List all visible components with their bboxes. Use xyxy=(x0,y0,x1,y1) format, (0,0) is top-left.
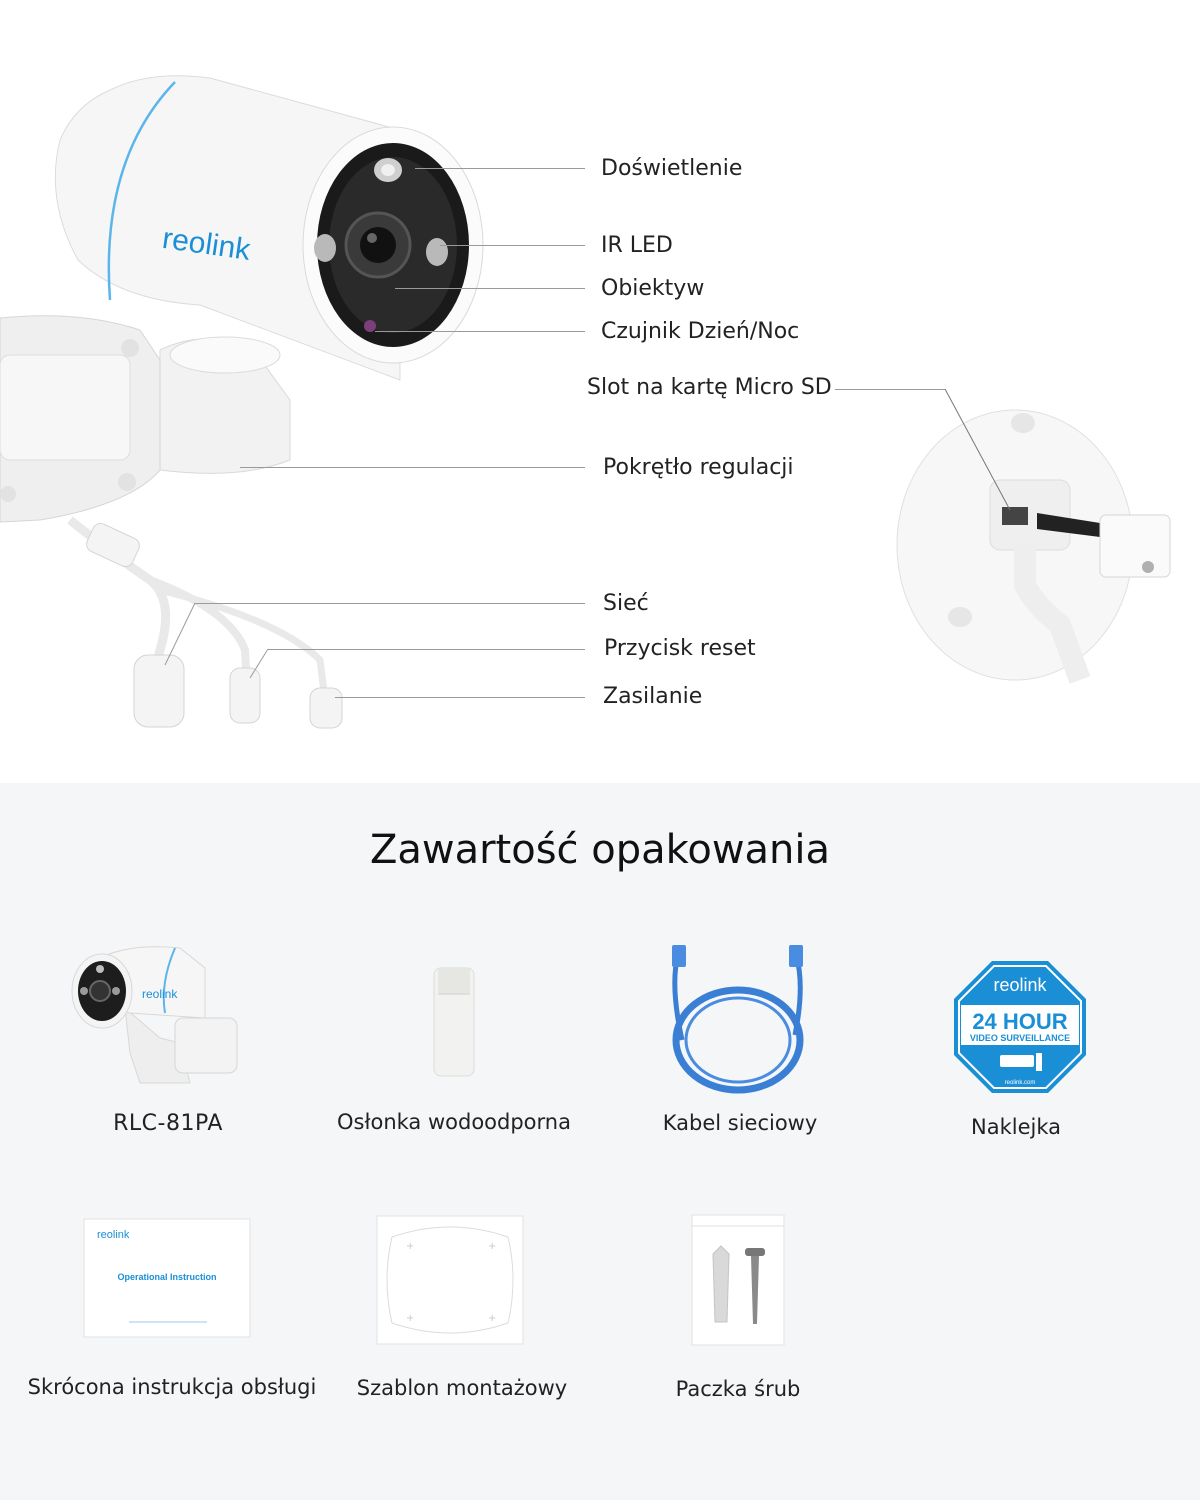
manual-title: Operational Instruction xyxy=(117,1272,217,1282)
svg-text:+: + xyxy=(406,1241,415,1252)
network-cable-icon xyxy=(660,945,820,1095)
section-title: Zawartość opakowania xyxy=(369,827,831,873)
package-contents-section xyxy=(0,783,1200,1500)
sticker-line1: 24 HOUR xyxy=(972,1009,1068,1034)
manual-icon xyxy=(83,1218,253,1338)
manual-brand: reolink xyxy=(97,1229,130,1241)
item-label-sticker: Naklejka xyxy=(971,1115,1061,1139)
callout-lens: Obiektyw xyxy=(601,276,705,301)
camera-icon-logo: reolink xyxy=(142,987,178,1001)
waterproof-cover-icon xyxy=(424,963,484,1078)
brand-logo: reolink xyxy=(160,221,253,267)
callout-power: Zasilanie xyxy=(603,684,703,709)
mounting-template-icon xyxy=(376,1215,524,1345)
callout-adjustment-knob: Pokrętło regulacji xyxy=(603,455,794,480)
item-label-mounting-template: Szablon montażowy xyxy=(356,1376,568,1400)
svg-text:+: + xyxy=(488,1313,497,1324)
callout-micro-sd-slot: Slot na kartę Micro SD xyxy=(587,375,832,400)
callout-day-night-sensor: Czujnik Dzień/Noc xyxy=(601,319,800,344)
callout-ir-led: IR LED xyxy=(601,233,673,258)
sticker-line2: VIDEO SURVEILLANCE xyxy=(969,1033,1071,1043)
item-label-screw-pack: Paczka śrub xyxy=(675,1377,801,1401)
camera-icon xyxy=(70,943,250,1088)
svg-text:+: + xyxy=(488,1241,497,1252)
item-label-waterproof-cover: Osłonka wodoodporna xyxy=(337,1110,571,1134)
screw-pack-icon xyxy=(691,1214,785,1346)
sticker-icon xyxy=(954,961,1086,1093)
sticker-brand: reolink xyxy=(993,975,1047,995)
callout-floodlight: Doświetlenie xyxy=(601,156,743,181)
callout-network: Sieć xyxy=(603,591,649,616)
item-label-camera: RLC-81PA xyxy=(113,1111,223,1136)
svg-text:+: + xyxy=(406,1313,415,1324)
item-label-manual: Skrócona instrukcja obsługi xyxy=(27,1375,317,1399)
item-label-network-cable: Kabel sieciowy xyxy=(662,1111,818,1135)
callout-reset-button: Przycisk reset xyxy=(604,636,756,661)
sticker-site: reolink.com xyxy=(1004,1080,1036,1086)
